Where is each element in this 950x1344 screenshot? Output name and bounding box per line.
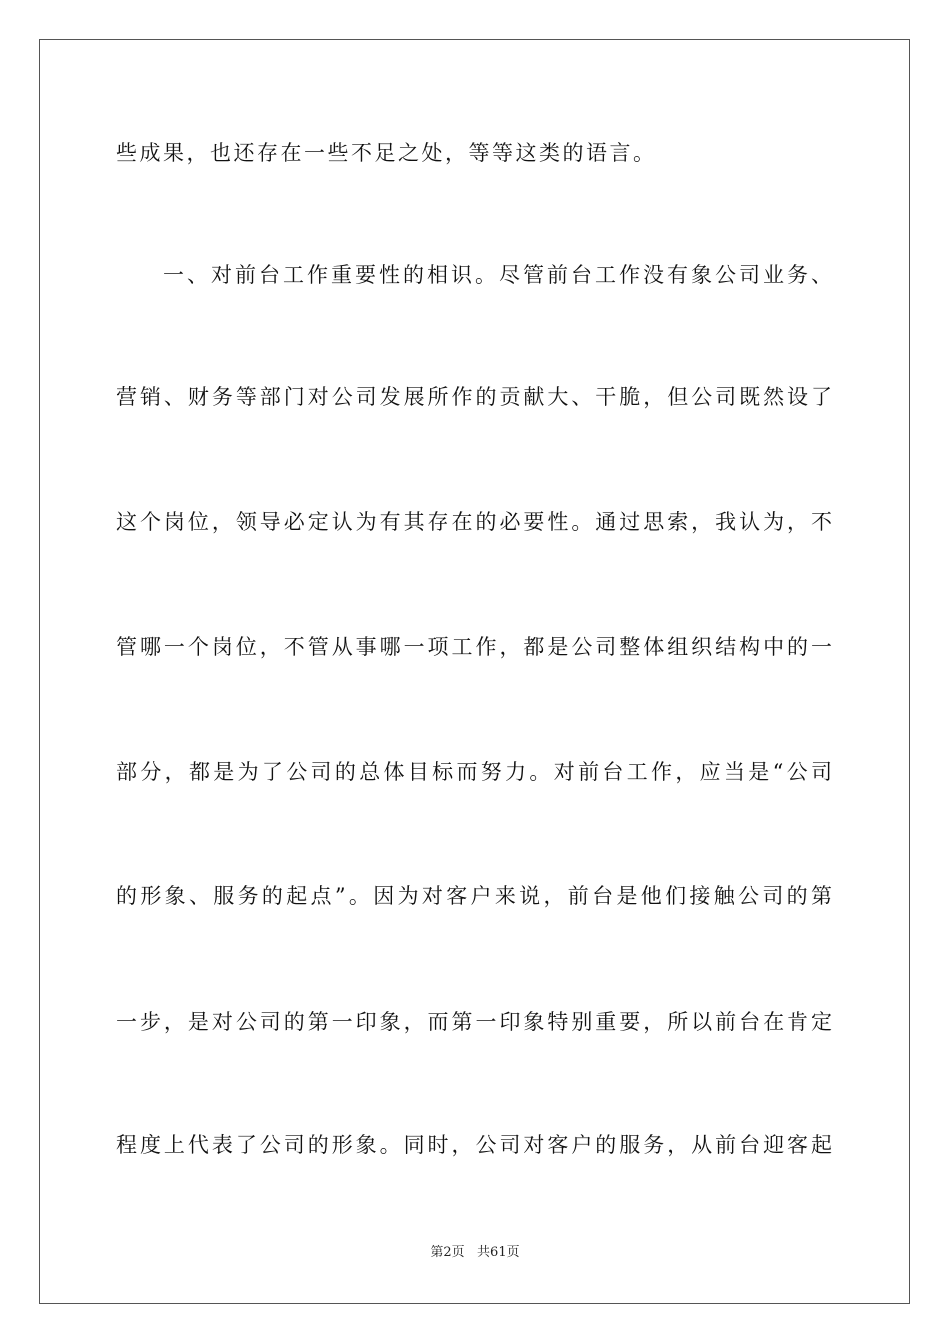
- text-line: 些成果，也还存在一些不足之处，等等这类的语言。: [116, 141, 657, 165]
- text-line: 的形象、服务的起点”。因为对客户来说，前台是他们接触公司的第: [116, 884, 832, 908]
- text-line: 这个岗位，领导必定认为有其存在的必要性。通过思索，我认为，不: [116, 510, 832, 534]
- page-border: [39, 39, 910, 1304]
- text-line: 部分，都是为了公司的总体目标而努力。对前台工作，应当是“公司: [116, 760, 832, 784]
- text-line: 管哪一个岗位，不管从事哪一项工作，都是公司整体组织结构中的一: [116, 635, 832, 659]
- page-number-footer: 第2页 共61页: [430, 1245, 520, 1260]
- text-line: 一步，是对公司的第一印象，而第一印象特别重要，所以前台在肯定: [116, 1010, 832, 1034]
- paragraph-first-line: 一、对前台工作重要性的相识。尽管前台工作没有象公司业务、: [163, 263, 832, 287]
- text-line: 营销、财务等部门对公司发展所作的贡献大、干脆，但公司既然设了: [116, 385, 832, 409]
- text-line: 程度上代表了公司的形象。同时，公司对客户的服务，从前台迎客起: [116, 1133, 832, 1157]
